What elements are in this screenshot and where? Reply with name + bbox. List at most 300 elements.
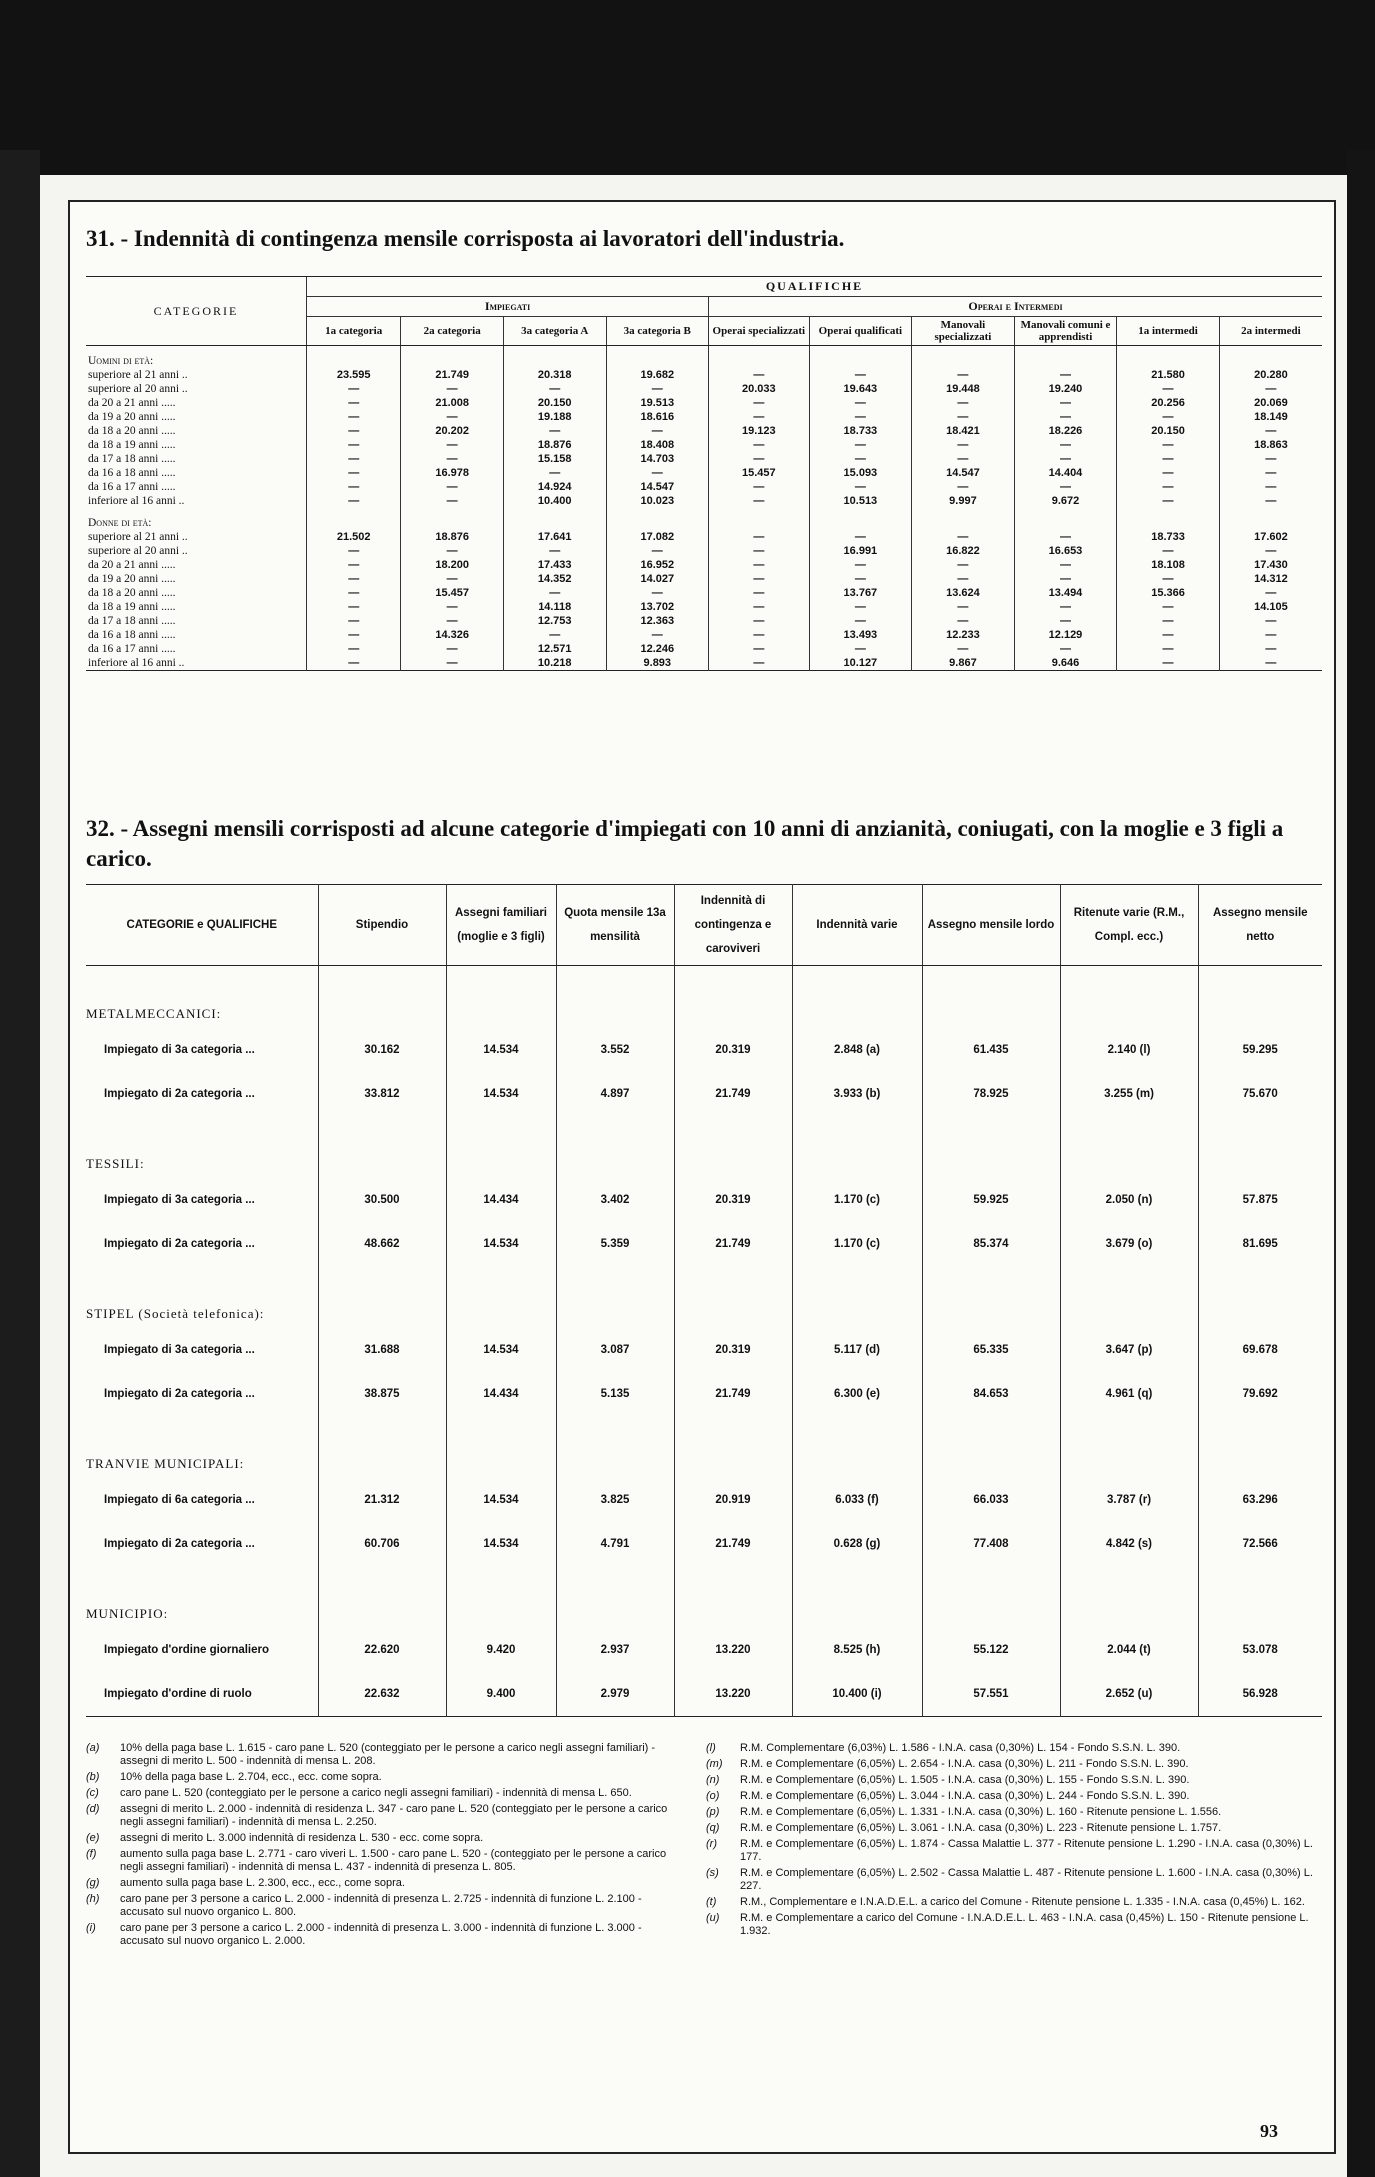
table31-cell: — xyxy=(401,600,504,614)
table31-row-label: da 17 a 18 anni ..... xyxy=(88,615,176,627)
table31-row xyxy=(86,368,1322,382)
table32-row-label: Impiegato di 3a categoria ... xyxy=(104,1344,255,1356)
table32-empty-cell xyxy=(792,1116,922,1178)
footnote-text: caro pane per 3 persone a carico L. 2.000 - indennità di presenza L. 2.725 - indennità di funzione L. 2.100 - accusato sul nuovo organico L. 800. xyxy=(120,1893,642,1918)
table31-cell: — xyxy=(1014,558,1117,572)
table31-col-header: Manovali specializzati xyxy=(912,317,1015,346)
footnote-text: R.M. e Complementare (6,05%) L. 1.331 - I.N.A. casa (0,30%) L. 160 - Ritenute pensione L. 1.556. xyxy=(740,1806,1222,1818)
table31-cell: — xyxy=(709,628,810,642)
table31-cell: — xyxy=(809,396,912,410)
table32-empty-cell xyxy=(922,1416,1060,1478)
table31-cell: 9.997 xyxy=(912,494,1015,508)
table32-cell: 1.170 (c) xyxy=(792,1222,922,1266)
table32-empty-cell xyxy=(674,1566,792,1628)
table31-cell: 12.246 xyxy=(606,642,709,656)
table32-empty-cell xyxy=(922,1116,1060,1178)
table31-row-label: inferiore al 16 anni .. xyxy=(88,657,185,669)
table31-cell: — xyxy=(1219,480,1322,494)
footnote-text: 10% della paga base L. 1.615 - caro pane L. 520 (conteggiato per le persone a carico negli assegni familiari) - assegni di merito L. 500 - indennità di mensa L. 208. xyxy=(120,1742,656,1767)
table32-cell: 30.500 xyxy=(318,1178,446,1222)
table31-cell: 19.682 xyxy=(606,368,709,382)
table31-empty-cell xyxy=(1014,508,1117,530)
table31-cell: 19.240 xyxy=(1014,382,1117,396)
table32-empty-cell xyxy=(556,1266,674,1328)
footnote-key: (b) xyxy=(86,1771,100,1783)
table31-row xyxy=(86,466,1322,480)
table31-cell: — xyxy=(401,382,504,396)
table31-cell: — xyxy=(307,466,401,480)
table31-cell: — xyxy=(1014,642,1117,656)
table31-cell: 16.978 xyxy=(401,466,504,480)
table31-cell: — xyxy=(1219,544,1322,558)
table32-row xyxy=(86,1372,1322,1416)
table31-cell: — xyxy=(307,642,401,656)
table32-section-title: TRANVIE MUNICIPALI: xyxy=(86,1456,245,1471)
footnote xyxy=(86,1922,686,1948)
table31-cell: — xyxy=(606,586,709,600)
table31-cell: 10.513 xyxy=(809,494,912,508)
table32-col-header: Stipendio xyxy=(318,885,446,966)
table31-cell: — xyxy=(401,544,504,558)
table32-section-row xyxy=(86,1416,1322,1478)
table32-empty-cell xyxy=(792,1416,922,1478)
table31-empty-cell xyxy=(709,508,810,530)
table32-cell: 3.402 xyxy=(556,1178,674,1222)
footnote xyxy=(706,1896,1322,1909)
table31-empty-cell xyxy=(503,508,606,530)
footnote-text: caro pane L. 520 (conteggiato per le persone a carico negli assegni familiari) - indennità di mensa L. 650. xyxy=(120,1787,632,1799)
table31-row xyxy=(86,438,1322,452)
table31-empty-cell xyxy=(401,346,504,369)
table32-empty-cell xyxy=(1060,1566,1198,1628)
footnote-key: (h) xyxy=(86,1893,100,1905)
table32-empty-cell xyxy=(1060,966,1198,1029)
table32-cell: 0.628 (g) xyxy=(792,1522,922,1566)
table31-empty-cell xyxy=(809,346,912,369)
table32-cell: 56.928 xyxy=(1198,1672,1322,1717)
table32-cell: 3.787 (r) xyxy=(1060,1478,1198,1522)
table31-cell: 16.952 xyxy=(606,558,709,572)
table31-empty-cell xyxy=(1014,346,1117,369)
table31-empty-cell xyxy=(709,346,810,369)
table32-section-row xyxy=(86,1566,1322,1628)
table32-cell: 3.933 (b) xyxy=(792,1072,922,1116)
table31-row xyxy=(86,642,1322,656)
table32-row-label: Impiegato di 3a categoria ... xyxy=(104,1044,255,1056)
table31-cell: — xyxy=(709,642,810,656)
table32-empty-cell xyxy=(1198,1566,1322,1628)
table31-cell: — xyxy=(1117,614,1220,628)
table32-row-label: Impiegato di 2a categoria ... xyxy=(104,1538,255,1550)
table31-cell: — xyxy=(809,480,912,494)
table31-row-label: da 16 a 17 anni ..... xyxy=(88,643,176,655)
table32-cell: 9.400 xyxy=(446,1672,556,1717)
table32-empty-cell xyxy=(922,1266,1060,1328)
table32-cell: 4.791 xyxy=(556,1522,674,1566)
table31-cell: — xyxy=(307,600,401,614)
table32-empty-cell xyxy=(922,1566,1060,1628)
table32-empty-cell xyxy=(674,1416,792,1478)
table32-row xyxy=(86,1328,1322,1372)
table32-cell: 14.534 xyxy=(446,1028,556,1072)
table31-cell: — xyxy=(1117,382,1220,396)
table32-row-label: Impiegato d'ordine di ruolo xyxy=(104,1688,252,1700)
table32-col-header: Indennità di contingenza e caroviveri xyxy=(674,885,792,966)
table32-cell: 21.749 xyxy=(674,1222,792,1266)
table31-cell: 15.093 xyxy=(809,466,912,480)
table31-cell: 9.672 xyxy=(1014,494,1117,508)
table31-cell: 18.733 xyxy=(1117,530,1220,544)
table31-row xyxy=(86,494,1322,508)
footnote xyxy=(706,1912,1322,1938)
table31-empty-cell xyxy=(1219,508,1322,530)
table31-cell: 18.421 xyxy=(912,424,1015,438)
table31-cell: 10.400 xyxy=(503,494,606,508)
table31-cell: — xyxy=(809,642,912,656)
table31-cell: 17.082 xyxy=(606,530,709,544)
table31-row xyxy=(86,572,1322,586)
table32-cell: 21.749 xyxy=(674,1522,792,1566)
table32-empty-cell xyxy=(318,1116,446,1178)
table32-empty-cell xyxy=(318,1416,446,1478)
table31-cell: 20.202 xyxy=(401,424,504,438)
table32-section-row xyxy=(86,1116,1322,1178)
table32-section-title: TESSILI: xyxy=(86,1156,145,1171)
footnote xyxy=(706,1790,1322,1803)
table31-row-label: superiore al 20 anni .. xyxy=(88,383,188,395)
table32-cell: 20.919 xyxy=(674,1478,792,1522)
table32-cell: 77.408 xyxy=(922,1522,1060,1566)
table31-cell: — xyxy=(503,466,606,480)
table32-cell: 4.897 xyxy=(556,1072,674,1116)
table31-cell: — xyxy=(401,656,504,671)
table32-section-title: METALMECCANICI: xyxy=(86,1006,222,1021)
table32-empty-cell xyxy=(446,1116,556,1178)
table31-group-row xyxy=(86,346,1322,369)
table31-cell: 20.318 xyxy=(503,368,606,382)
table31-cell: 14.027 xyxy=(606,572,709,586)
table31-cell: 14.547 xyxy=(606,480,709,494)
table31-cell: — xyxy=(912,614,1015,628)
footnote-key: (c) xyxy=(86,1787,99,1799)
table32-cell: 20.319 xyxy=(674,1328,792,1372)
table31-cell: 18.108 xyxy=(1117,558,1220,572)
table32-row-label: Impiegato di 2a categoria ... xyxy=(104,1388,255,1400)
table31-row xyxy=(86,452,1322,466)
table31-cell: 20.069 xyxy=(1219,396,1322,410)
table31-cell: — xyxy=(912,396,1015,410)
table31-cell: 19.123 xyxy=(709,424,810,438)
table31-cell: — xyxy=(307,382,401,396)
table31-cell: — xyxy=(709,656,810,671)
table31-cell: — xyxy=(1117,572,1220,586)
table31-cell: 14.118 xyxy=(503,600,606,614)
table31-row xyxy=(86,410,1322,424)
table31-cell: — xyxy=(1117,466,1220,480)
table32-cell: 59.295 xyxy=(1198,1028,1322,1072)
footnote xyxy=(86,1893,686,1919)
table31-cell: — xyxy=(1014,438,1117,452)
table31-row xyxy=(86,614,1322,628)
table31-cell: 18.200 xyxy=(401,558,504,572)
table31-cell: 21.008 xyxy=(401,396,504,410)
table31-col-header: Operai specializzati xyxy=(709,317,810,346)
table32-cell: 4.961 (q) xyxy=(1060,1372,1198,1416)
table31-cell: — xyxy=(307,558,401,572)
table31-cell: — xyxy=(307,614,401,628)
table31-cell: 12.129 xyxy=(1014,628,1117,642)
table32-cell: 13.220 xyxy=(674,1672,792,1717)
table31-row-label: da 20 a 21 anni ..... xyxy=(88,559,176,571)
table32-row xyxy=(86,1028,1322,1072)
table31-cell: — xyxy=(709,396,810,410)
table32-empty-cell xyxy=(674,966,792,1029)
scan-top-border xyxy=(0,0,1375,175)
footnote-key: (l) xyxy=(706,1742,716,1754)
table32-cell: 14.434 xyxy=(446,1372,556,1416)
table32-section-title: MUNICIPIO: xyxy=(86,1606,169,1621)
table32-empty-cell xyxy=(922,966,1060,1029)
table31-empty-cell xyxy=(307,508,401,530)
table31-cell: 18.733 xyxy=(809,424,912,438)
table31-cell: — xyxy=(709,530,810,544)
footnote-key: (t) xyxy=(706,1896,717,1908)
table31-cell: — xyxy=(912,480,1015,494)
table31-cell: — xyxy=(1219,452,1322,466)
footnote-key: (a) xyxy=(86,1742,100,1754)
table31-cell: 23.595 xyxy=(307,368,401,382)
table32-cell: 2.848 (a) xyxy=(792,1028,922,1072)
table31-cell: 20.033 xyxy=(709,382,810,396)
table31-cell: — xyxy=(709,494,810,508)
footnote-text: R.M. e Complementare (6,05%) L. 3.044 - I.N.A. casa (0,30%) L. 244 - Fondo S.S.N. L. 390. xyxy=(740,1790,1190,1802)
table31-row xyxy=(86,424,1322,438)
footnote-key: (m) xyxy=(706,1758,723,1770)
table31-row-label: superiore al 20 anni .. xyxy=(88,545,188,557)
table31-cell: — xyxy=(1219,424,1322,438)
table32-cell: 10.400 (i) xyxy=(792,1672,922,1717)
table31-row-label: da 18 a 19 anni ..... xyxy=(88,439,176,451)
table31-row xyxy=(86,382,1322,396)
table31-cell: 12.363 xyxy=(606,614,709,628)
table32-cell: 22.632 xyxy=(318,1672,446,1717)
table31-cell: 12.233 xyxy=(912,628,1015,642)
table32-section-row xyxy=(86,966,1322,1029)
footnote-key: (s) xyxy=(706,1867,719,1879)
table32-cell: 20.319 xyxy=(674,1028,792,1072)
table31-cell: 13.494 xyxy=(1014,586,1117,600)
table31-row-label: da 18 a 20 anni ..... xyxy=(88,587,176,599)
table31-cell: — xyxy=(709,368,810,382)
table31-cell: 18.876 xyxy=(503,438,606,452)
footnote-text: R.M. e Complementare (6,05%) L. 3.061 - I.N.A. casa (0,30%) L. 223 - Ritenute pensione L. 1.757. xyxy=(740,1822,1222,1834)
table32-cell: 48.662 xyxy=(318,1222,446,1266)
table31-row-label: da 16 a 18 anni ..... xyxy=(88,629,176,641)
table31-empty-cell xyxy=(1219,346,1322,369)
table31-header-categorie: CATEGORIE xyxy=(86,277,307,346)
table31-col-header: 1a intermedi xyxy=(1117,317,1220,346)
table31-empty-cell xyxy=(503,346,606,369)
table31-cell: 9.867 xyxy=(912,656,1015,671)
table32-cell: 13.220 xyxy=(674,1628,792,1672)
table31-cell: — xyxy=(1117,544,1220,558)
table31-title: 31. - Indennità di contingenza mensile corrisposta ai lavoratori dell'industria. xyxy=(86,226,845,251)
table31-empty-cell xyxy=(606,346,709,369)
table32-cell: 14.534 xyxy=(446,1522,556,1566)
table31-cell: 12.571 xyxy=(503,642,606,656)
table32-cell: 3.552 xyxy=(556,1028,674,1072)
table31-cell: — xyxy=(503,382,606,396)
table31-row-label: da 19 a 20 anni ..... xyxy=(88,411,176,423)
table31-cell: — xyxy=(1014,410,1117,424)
table31-cell: 14.326 xyxy=(401,628,504,642)
table32-cell: 5.117 (d) xyxy=(792,1328,922,1372)
table31-cell: — xyxy=(307,656,401,671)
footnote-text: 10% della paga base L. 2.704, ecc., ecc. come sopra. xyxy=(120,1771,382,1783)
table32-col-header: Assegno mensile netto xyxy=(1198,885,1322,966)
table31-row-label: da 18 a 20 anni ..... xyxy=(88,425,176,437)
table31-col-header: 2a categoria xyxy=(401,317,504,346)
table31-cell: — xyxy=(1117,494,1220,508)
table31-header-impiegati: Impiegati xyxy=(307,297,709,317)
table31-cell: — xyxy=(307,586,401,600)
table31-cell: — xyxy=(606,466,709,480)
table31-cell: — xyxy=(1117,438,1220,452)
table31-cell: 10.023 xyxy=(606,494,709,508)
table31-cell: 14.312 xyxy=(1219,572,1322,586)
table32-cell: 6.300 (e) xyxy=(792,1372,922,1416)
table32-cell: 21.749 xyxy=(674,1072,792,1116)
table32-row-label: Impiegato di 2a categoria ... xyxy=(104,1238,255,1250)
table32-cell: 33.812 xyxy=(318,1072,446,1116)
table31-cell: 15.158 xyxy=(503,452,606,466)
table31-cell: — xyxy=(401,438,504,452)
table31-cell: — xyxy=(912,530,1015,544)
table31-cell: 16.822 xyxy=(912,544,1015,558)
table31-row xyxy=(86,586,1322,600)
table31-group-title: Uomini di età: xyxy=(88,355,154,367)
table31-cell: — xyxy=(1117,452,1220,466)
table31-row-label: inferiore al 16 anni .. xyxy=(88,495,185,507)
table32-row xyxy=(86,1178,1322,1222)
table32-empty-cell xyxy=(446,966,556,1029)
scan-left-border xyxy=(0,150,40,2177)
table31 xyxy=(86,276,1322,671)
footnote-key: (i) xyxy=(86,1922,96,1934)
footnote-text: R.M. e Complementare (6,05%) L. 2.654 - I.N.A. casa (0,30%) L. 211 - Fondo S.S.N. L. 390. xyxy=(740,1758,1189,1770)
footnote-key: (g) xyxy=(86,1877,100,1889)
footnote xyxy=(86,1877,686,1890)
table31-cell: — xyxy=(809,452,912,466)
table32-col-header: CATEGORIE e QUALIFICHE xyxy=(86,885,318,966)
table32-cell: 14.534 xyxy=(446,1222,556,1266)
table31-col-header: Operai qualificati xyxy=(809,317,912,346)
table32-cell: 60.706 xyxy=(318,1522,446,1566)
table31-col-header: 1a categoria xyxy=(307,317,401,346)
table31-cell: — xyxy=(503,424,606,438)
table31-cell: — xyxy=(1014,600,1117,614)
table31-empty-cell xyxy=(307,346,401,369)
table32-col-header: Assegno mensile lordo xyxy=(922,885,1060,966)
table31-cell: — xyxy=(809,368,912,382)
table32-cell: 79.692 xyxy=(1198,1372,1322,1416)
table32-empty-cell xyxy=(318,1566,446,1628)
table31-cell: — xyxy=(1014,530,1117,544)
table31-cell: — xyxy=(1014,614,1117,628)
footnote-key: (o) xyxy=(706,1790,720,1802)
table31-cell: 14.924 xyxy=(503,480,606,494)
table32-rule xyxy=(86,1717,1322,1722)
table32-row-label: Impiegato di 2a categoria ... xyxy=(104,1088,255,1100)
table32-cell: 2.652 (u) xyxy=(1060,1672,1198,1717)
table31-cell: — xyxy=(401,494,504,508)
table31-cell: 19.188 xyxy=(503,410,606,424)
table32-row xyxy=(86,1478,1322,1522)
table31-row-label: da 16 a 17 anni ..... xyxy=(88,481,176,493)
table31-cell: 19.513 xyxy=(606,396,709,410)
footnote-key: (r) xyxy=(706,1838,717,1850)
table31-cell: 17.602 xyxy=(1219,530,1322,544)
table31-cell: — xyxy=(401,614,504,628)
table31-cell: — xyxy=(809,572,912,586)
table32-row xyxy=(86,1222,1322,1266)
table31-cell: — xyxy=(1014,368,1117,382)
table32-empty-cell xyxy=(1198,1266,1322,1328)
table31-cell: — xyxy=(401,642,504,656)
table32-cell: 9.420 xyxy=(446,1628,556,1672)
footnote-text: R.M. e Complementare (6,05%) L. 1.505 - I.N.A. casa (0,30%) L. 155 - Fondo S.S.N. L. 390. xyxy=(740,1774,1190,1786)
table32-cell: 5.135 xyxy=(556,1372,674,1416)
table31-cell: 15.366 xyxy=(1117,586,1220,600)
table32-empty-cell xyxy=(1198,1416,1322,1478)
table31-cell: — xyxy=(912,572,1015,586)
table32-row-label: Impiegato d'ordine giornaliero xyxy=(104,1644,270,1656)
table32-cell: 65.335 xyxy=(922,1328,1060,1372)
table32-cell: 85.374 xyxy=(922,1222,1060,1266)
table32-row xyxy=(86,1072,1322,1116)
table32-cell: 66.033 xyxy=(922,1478,1060,1522)
table31-empty-cell xyxy=(912,508,1015,530)
table32-cell: 53.078 xyxy=(1198,1628,1322,1672)
table31-row xyxy=(86,600,1322,614)
footnote-text: caro pane per 3 persone a carico L. 2.000 - indennità di presenza L. 3.000 - indennità di funzione L. 3.000 - accusato sul nuovo organico L. 2.000. xyxy=(120,1922,642,1947)
table32-cell: 14.534 xyxy=(446,1478,556,1522)
table31-cell: 18.149 xyxy=(1219,410,1322,424)
table31-cell: 17.641 xyxy=(503,530,606,544)
table31-cell: 20.256 xyxy=(1117,396,1220,410)
table31-cell: — xyxy=(1219,628,1322,642)
table31-cell: — xyxy=(307,494,401,508)
table31-cell: 13.493 xyxy=(809,628,912,642)
table31-row xyxy=(86,544,1322,558)
table32-empty-cell xyxy=(556,1116,674,1178)
table31-cell: — xyxy=(1219,466,1322,480)
table31-cell: 10.218 xyxy=(503,656,606,671)
footnote-text: assegni di merito L. 3.000 indennità di residenza L. 530 - ecc. come sopra. xyxy=(120,1832,484,1844)
table31-col-header: Manovali comuni e apprendisti xyxy=(1014,317,1117,346)
table31-empty-cell xyxy=(912,346,1015,369)
table32-cell: 4.842 (s) xyxy=(1060,1522,1198,1566)
table31-row xyxy=(86,558,1322,572)
table31-cell: — xyxy=(606,544,709,558)
table31-cell: — xyxy=(307,572,401,586)
table31-cell: 18.408 xyxy=(606,438,709,452)
table31-cell: 10.127 xyxy=(809,656,912,671)
table31-header-qualifiche: QUALIFICHE xyxy=(307,277,1322,297)
table32-empty-cell xyxy=(792,966,922,1029)
table31-cell: — xyxy=(912,642,1015,656)
table32-cell: 6.033 (f) xyxy=(792,1478,922,1522)
